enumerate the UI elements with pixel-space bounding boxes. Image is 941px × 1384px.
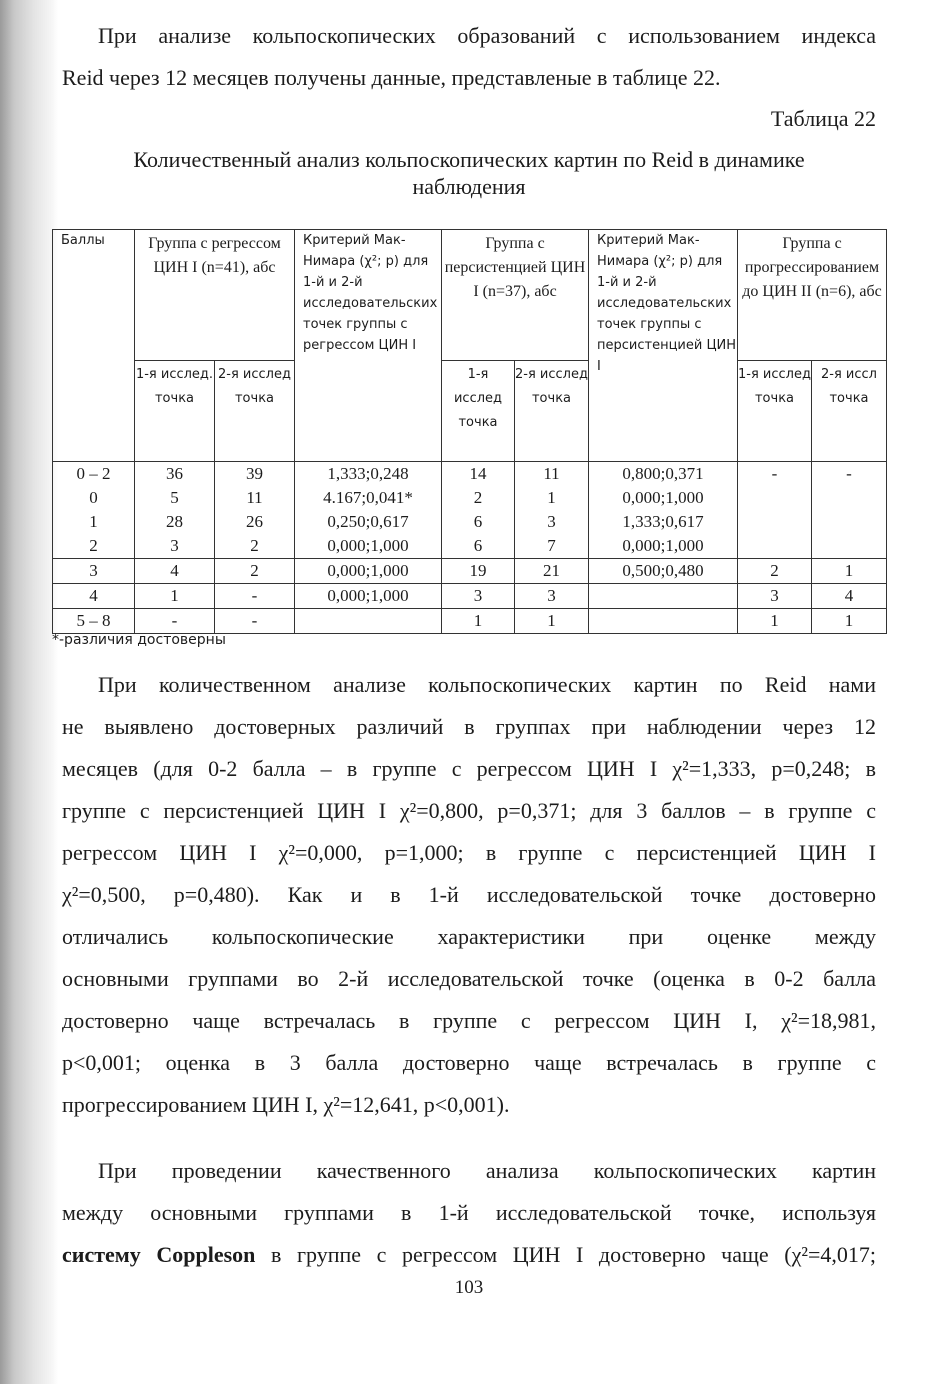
cell-progress-2 [812, 486, 887, 510]
cell-regress-1: 28 [135, 510, 215, 534]
cell-regress-1: 1 [135, 584, 215, 609]
row-score: 2 [53, 534, 135, 559]
para2-line-10: р<0,001; оценка в 3 балла достоверно чаще встречалась в группе с [62, 1050, 876, 1075]
row-score: 0 [53, 486, 135, 510]
sub-progress-point-1: 1-я исслед точка [738, 361, 812, 462]
cell-persist-1: 2 [442, 486, 515, 510]
header-progress-group: Группа с прогрессированием до ЦИН II (n=6), абс [738, 230, 887, 361]
cell-mcnemar-regress: 0,000;1,000 [295, 584, 442, 609]
sub-regress-point-1: 1-я исслед. точка [135, 361, 215, 462]
page-number: 103 [454, 1277, 484, 1298]
cell-regress-2: 39 [215, 462, 295, 487]
table-label: Таблица 22 [770, 106, 876, 131]
cell-persist-1: 6 [442, 510, 515, 534]
cell-regress-1: 36 [135, 462, 215, 487]
row-score: 4 [53, 584, 135, 609]
cell-regress-2: - [215, 584, 295, 609]
cell-mcnemar-regress: 4.167;0,041* [295, 486, 442, 510]
cell-mcnemar-regress: 0,250;0,617 [295, 510, 442, 534]
cell-regress-2: 2 [215, 534, 295, 559]
sub-persist-point-2: 2-я исслед точка [515, 361, 589, 462]
cell-persist-1: 3 [442, 584, 515, 609]
cell-regress-1: 3 [135, 534, 215, 559]
cell-progress-1: - [738, 462, 812, 487]
cell-progress-2: 4 [812, 584, 887, 609]
cell-mcnemar-persist [589, 609, 738, 634]
row-score: 3 [53, 559, 135, 584]
cell-progress-2: 1 [812, 559, 887, 584]
cell-progress-2 [812, 510, 887, 534]
sub-persist-point-1: 1-я исслед точка [442, 361, 515, 462]
footnote: *-различия достоверны [52, 632, 226, 648]
cell-mcnemar-persist [589, 584, 738, 609]
para2-line-1: При количественном анализе кольпоскопических картин по Reid нами [98, 672, 876, 697]
para2-line-8: основными группами во 2-й исследовательской точке (оценка в 0-2 балла [62, 966, 876, 991]
row-score: 0 – 2 [53, 462, 135, 487]
reid-table [52, 229, 887, 634]
cell-persist-1: 6 [442, 534, 515, 559]
cell-regress-2: - [215, 609, 295, 634]
cell-mcnemar-persist: 0,500;0,480 [589, 559, 738, 584]
cell-persist-2: 3 [515, 510, 589, 534]
para2-line-4: группе с персистенцией ЦИН I χ²=0,800, р=0,371; для 3 баллов – в группе с [62, 798, 876, 823]
para3-line-3 [62, 1234, 876, 1276]
cell-progress-1: 2 [738, 559, 812, 584]
cell-mcnemar-regress [295, 609, 442, 634]
row-score: 1 [53, 510, 135, 534]
cell-mcnemar-regress: 0,000;1,000 [295, 534, 442, 559]
table-title-line-2: наблюдения [412, 174, 526, 199]
cell-progress-2: 1 [812, 609, 887, 634]
header-persist-group: Группа с персистенцией ЦИН I (n=37), абс [442, 230, 589, 361]
cell-persist-2: 1 [515, 486, 589, 510]
para3-line-2: между основными группами в 1-й исследовательской точке, используя [62, 1200, 876, 1225]
coppleson-term: систему Coppleson [62, 1242, 256, 1267]
cell-mcnemar-persist: 0,000;1,000 [589, 486, 738, 510]
cell-persist-1: 19 [442, 559, 515, 584]
scan-shadow [0, 0, 58, 1384]
para2-line-6: χ²=0,500, р=0,480). Как и в 1-й исследовательской точке достоверно [62, 882, 876, 907]
cell-regress-1: - [135, 609, 215, 634]
cell-mcnemar-persist: 0,800;0,371 [589, 462, 738, 487]
cell-regress-2: 2 [215, 559, 295, 584]
cell-persist-1: 14 [442, 462, 515, 487]
cell-progress-1 [738, 486, 812, 510]
cell-mcnemar-regress: 1,333;0,248 [295, 462, 442, 487]
cell-progress-1 [738, 534, 812, 559]
para2-line-5: регрессом ЦИН I χ²=0,000, р=1,000; в группе с персистенцией ЦИН I [62, 840, 876, 865]
cell-regress-1: 4 [135, 559, 215, 584]
cell-persist-2: 3 [515, 584, 589, 609]
cell-persist-2: 21 [515, 559, 589, 584]
table-title-line-1: Количественный анализ кольпоскопических картин по Reid в динамике [133, 147, 805, 172]
header-score: Баллы [53, 230, 135, 462]
cell-mcnemar-regress: 0,000;1,000 [295, 559, 442, 584]
intro-line-2: Reid через 12 месяцев получены данные, представленые в таблице 22. [62, 65, 721, 90]
cell-persist-2: 11 [515, 462, 589, 487]
para2-line-7: отличались кольпоскопические характеристики при оценке между [62, 924, 876, 949]
cell-progress-2 [812, 534, 887, 559]
cell-regress-1: 5 [135, 486, 215, 510]
cell-mcnemar-persist: 0,000;1,000 [589, 534, 738, 559]
cell-persist-2: 1 [515, 609, 589, 634]
para3-line-3-rest: в группе с регрессом ЦИН I достоверно чаще (χ²=4,017; [255, 1242, 877, 1267]
cell-progress-1: 1 [738, 609, 812, 634]
header-mcnemar-persist: Критерий Мак-Нимара (χ²; р) для 1-й и 2-й исследовательских точек группы с персистенцией ЦИН I [589, 230, 738, 462]
sub-regress-point-2: 2-я исслед точка [215, 361, 295, 462]
row-score: 5 – 8 [53, 609, 135, 634]
cell-regress-2: 26 [215, 510, 295, 534]
cell-persist-1: 1 [442, 609, 515, 634]
header-regress-group: Группа с регрессом ЦИН I (n=41), абс [135, 230, 295, 361]
para2-line-2: не выявлено достоверных различий в группах при наблюдении через 12 [62, 714, 876, 739]
cell-persist-2: 7 [515, 534, 589, 559]
para3-line-1: При проведении качественного анализа кольпоскопических картин [98, 1158, 876, 1183]
para2-line-9: достоверно чаще встречалась в группе с регрессом ЦИН I, χ²=18,981, [62, 1008, 876, 1033]
cell-mcnemar-persist: 1,333;0,617 [589, 510, 738, 534]
cell-progress-1: 3 [738, 584, 812, 609]
cell-regress-2: 11 [215, 486, 295, 510]
para2-line-3: месяцев (для 0-2 балла – в группе с регрессом ЦИН I χ²=1,333, р=0,248; в [62, 756, 876, 781]
cell-progress-1 [738, 510, 812, 534]
cell-progress-2: - [812, 462, 887, 487]
header-mcnemar-regress: Критерий Мак-Нимара (χ²; р) для 1-й и 2-й исследовательских точек группы с регрессом ЦИН I [295, 230, 442, 462]
intro-line-1: При анализе кольпоскопических образований с использованием индекса [98, 23, 876, 48]
sub-progress-point-2: 2-я иссл точка [812, 361, 887, 462]
para2-line-11: прогрессированием ЦИН I, χ²=12,641, р<0,001). [62, 1092, 510, 1117]
